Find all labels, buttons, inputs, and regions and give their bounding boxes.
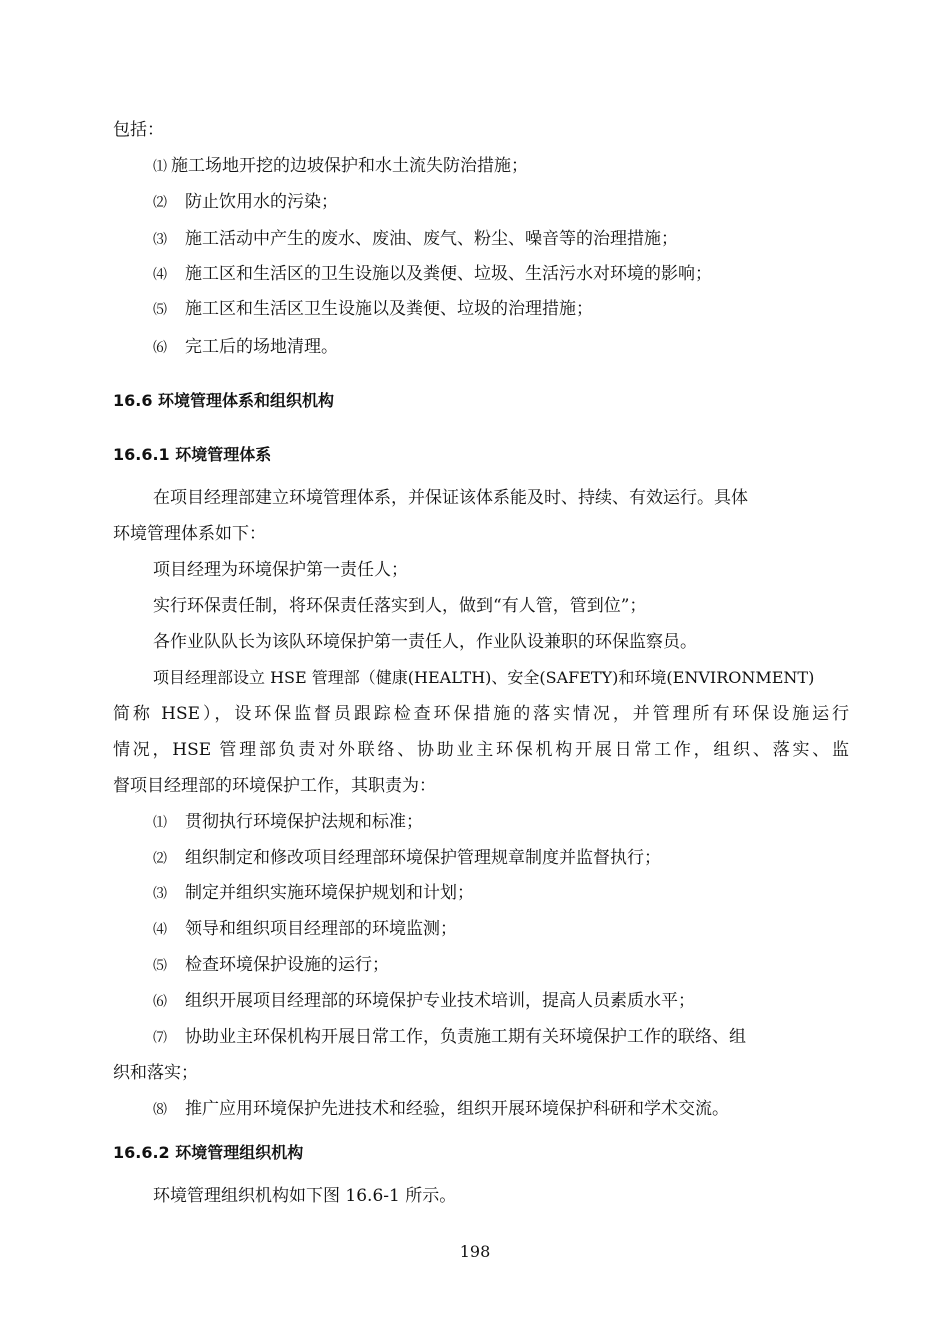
list-item [153, 810, 423, 835]
list-number: ⑹ [153, 340, 167, 356]
list-text: 贯彻执行环境保护法规和标准； [185, 812, 423, 832]
list-item [153, 227, 678, 252]
list-item [153, 1025, 746, 1050]
list-number: ⑶ [153, 886, 167, 902]
list-number: ⑻ [153, 1102, 167, 1118]
paragraph-line: 在项目经理部建立环境管理体系，并保证该体系能及时、持续、有效运行。具体 [153, 488, 748, 508]
section-heading-16-6-1: 16.6.1 环境管理体系 [113, 445, 272, 464]
list-number: ⑵ [153, 195, 167, 211]
section-heading-16-6: 16.6 环境管理体系和组织机构 [113, 391, 335, 410]
list-text: 制定并组织实施环境保护规划和计划； [185, 883, 474, 903]
list-number: ⑷ [153, 267, 167, 283]
list-item [153, 917, 457, 942]
paragraph-line: 环境管理体系如下： [113, 524, 266, 544]
list-number: ⑴ [153, 815, 167, 831]
list-item [153, 190, 338, 215]
paragraph-line: 项目经理部设立 HSE 管理部（健康(HEALTH)、安全(SAFETY)和环境(ENVIRONMENT) [153, 668, 815, 687]
list-text: 完工后的场地清理。 [185, 337, 338, 357]
list-number: ⑸ [153, 302, 167, 318]
list-text: 组织制定和修改项目经理部环境保护管理规章制度并监督执行； [185, 848, 661, 868]
intro-text: 包括： [113, 120, 164, 140]
paragraph: 实行环保责任制，将环保责任落实到人，做到“有人管，管到位”； [153, 596, 647, 616]
page-number: 198 [459, 1242, 491, 1261]
list-item-continuation: 织和落实； [113, 1063, 198, 1083]
list-text: 推广应用环境保护先进技术和经验，组织开展环境保护科研和学术交流。 [185, 1099, 729, 1119]
list-text: 防止饮用水的污染； [185, 192, 338, 212]
list-text: 组织开展项目经理部的环境保护专业技术培训，提高人员素质水平； [185, 991, 695, 1011]
list-text: 协助业主环保机构开展日常工作，负责施工期有关环境保护工作的联络、组 [185, 1027, 746, 1047]
list-item [153, 1097, 729, 1122]
paragraph: 各作业队队长为该队环境保护第一责任人，作业队设兼职的环保监察员。 [153, 632, 697, 652]
list-text: 施工场地开挖的边坡保护和水土流失防治措施； [171, 156, 528, 176]
list-item [153, 846, 661, 871]
section-heading-16-6-2: 16.6.2 环境管理组织机构 [113, 1143, 304, 1162]
list-number: ⑶ [153, 232, 167, 248]
list-item [153, 989, 695, 1014]
list-item [153, 335, 338, 360]
list-number: ⑵ [153, 851, 167, 867]
paragraph-line: 督项目经理部的环境保护工作，其职责为： [113, 776, 436, 796]
list-number: ⑹ [153, 994, 167, 1010]
list-number: ⑸ [153, 958, 167, 974]
list-text: 领导和组织项目经理部的环境监测； [185, 919, 457, 939]
paragraph-line: 情况，HSE 管理部负责对外联络、协助业主环保机构开展日常工作，组织、落实、监 [113, 740, 849, 760]
list-text: 检查环境保护设施的运行； [185, 955, 389, 975]
list-item [153, 953, 389, 978]
paragraph: 项目经理为环境保护第一责任人； [153, 560, 408, 580]
list-item [153, 262, 712, 287]
list-text: 施工活动中产生的废水、废油、废气、粉尘、噪音等的治理措施； [185, 229, 678, 249]
list-item [153, 297, 593, 322]
list-item [153, 154, 528, 179]
list-number: ⑷ [153, 922, 167, 938]
list-text: 施工区和生活区的卫生设施以及粪便、垃圾、生活污水对环境的影响； [185, 264, 712, 284]
list-number: ⑺ [153, 1030, 167, 1046]
list-number: ⑴ [153, 159, 167, 175]
paragraph: 环境管理组织机构如下图 16.6-1 所示。 [153, 1186, 457, 1206]
list-item [153, 881, 474, 906]
list-text: 施工区和生活区卫生设施以及粪便、垃圾的治理措施； [185, 299, 593, 319]
paragraph-line: 简称 HSE），设环保监督员跟踪检查环保措施的落实情况，并管理所有环保设施运行 [113, 704, 849, 724]
